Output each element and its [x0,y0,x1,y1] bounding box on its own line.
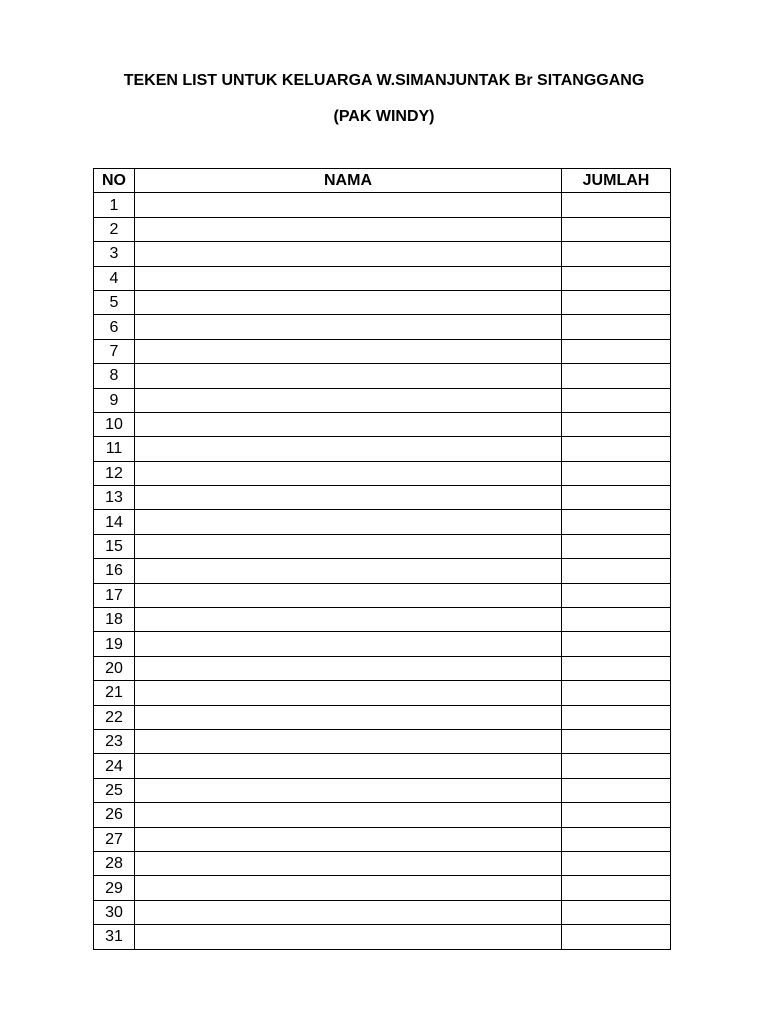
amount-cell[interactable] [562,364,671,388]
name-cell[interactable] [135,583,562,607]
row-number-cell: 6 [94,315,135,339]
name-cell[interactable] [135,705,562,729]
table-row [94,266,671,290]
row-number-cell: 17 [94,583,135,607]
table-row [94,437,671,461]
name-cell[interactable] [135,242,562,266]
row-number-cell: 27 [94,827,135,851]
amount-cell[interactable] [562,851,671,875]
name-cell[interactable] [135,437,562,461]
amount-cell[interactable] [562,705,671,729]
amount-cell[interactable] [562,461,671,485]
row-number-cell: 14 [94,510,135,534]
row-number-cell: 22 [94,705,135,729]
table-row [94,339,671,363]
table-row [94,364,671,388]
name-cell[interactable] [135,876,562,900]
table-row [94,778,671,802]
row-number-cell: 7 [94,339,135,363]
row-number-cell: 24 [94,754,135,778]
amount-cell[interactable] [562,925,671,949]
table-row [94,827,671,851]
amount-cell[interactable] [562,827,671,851]
name-cell[interactable] [135,193,562,217]
name-cell[interactable] [135,925,562,949]
column-header-jumlah: JUMLAH [562,169,671,193]
name-cell[interactable] [135,656,562,680]
row-number-cell: 29 [94,876,135,900]
table-row [94,388,671,412]
amount-cell[interactable] [562,510,671,534]
table-row [94,290,671,314]
document-subtitle: (PAK WINDY) [333,108,435,125]
row-number-cell: 1 [94,193,135,217]
row-number-cell: 26 [94,803,135,827]
row-number-cell: 21 [94,681,135,705]
row-number-cell: 3 [94,242,135,266]
amount-cell[interactable] [562,681,671,705]
table-body [94,193,671,949]
table-row [94,754,671,778]
amount-cell[interactable] [562,486,671,510]
table-row [94,242,671,266]
row-number-cell: 16 [94,559,135,583]
table-row [94,534,671,558]
name-cell[interactable] [135,412,562,436]
row-number-cell: 25 [94,778,135,802]
amount-cell[interactable] [562,778,671,802]
name-cell[interactable] [135,217,562,241]
row-number-cell: 18 [94,608,135,632]
amount-cell[interactable] [562,876,671,900]
amount-cell[interactable] [562,388,671,412]
column-header-nama: NAMA [135,169,562,193]
row-number-cell: 19 [94,632,135,656]
table-row [94,925,671,949]
name-cell[interactable] [135,559,562,583]
table-row [94,632,671,656]
row-number-cell: 11 [94,437,135,461]
row-number-cell: 2 [94,217,135,241]
table-row [94,412,671,436]
column-header-no: NO [94,169,135,193]
amount-cell[interactable] [562,217,671,241]
row-number-cell: 23 [94,729,135,753]
name-cell[interactable] [135,778,562,802]
table-row [94,705,671,729]
row-number-cell: 13 [94,486,135,510]
table-row [94,193,671,217]
table-row [94,583,671,607]
amount-cell[interactable] [562,900,671,924]
amount-cell[interactable] [562,242,671,266]
amount-cell[interactable] [562,729,671,753]
row-number-cell: 20 [94,656,135,680]
amount-cell[interactable] [562,559,671,583]
row-number-cell: 10 [94,412,135,436]
name-cell[interactable] [135,266,562,290]
name-cell[interactable] [135,315,562,339]
table-row [94,876,671,900]
amount-cell[interactable] [562,437,671,461]
name-cell[interactable] [135,486,562,510]
row-number-cell: 8 [94,364,135,388]
table-row [94,803,671,827]
amount-cell[interactable] [562,608,671,632]
amount-cell[interactable] [562,754,671,778]
table-row [94,851,671,875]
table-row [94,559,671,583]
amount-cell[interactable] [562,632,671,656]
name-cell[interactable] [135,461,562,485]
name-cell[interactable] [135,339,562,363]
amount-cell[interactable] [562,656,671,680]
amount-cell[interactable] [562,803,671,827]
name-cell[interactable] [135,290,562,314]
table-row [94,217,671,241]
amount-cell[interactable] [562,583,671,607]
amount-cell[interactable] [562,266,671,290]
amount-cell[interactable] [562,290,671,314]
amount-cell[interactable] [562,315,671,339]
table-row [94,486,671,510]
amount-cell[interactable] [562,339,671,363]
row-number-cell: 9 [94,388,135,412]
table-row [94,510,671,534]
row-number-cell: 4 [94,266,135,290]
name-cell[interactable] [135,827,562,851]
amount-cell[interactable] [562,412,671,436]
row-number-cell: 15 [94,534,135,558]
table-header-row [94,169,671,193]
document-title: TEKEN LIST UNTUK KELUARGA W.SIMANJUNTAK Br SITANGGANG [123,72,645,89]
name-cell[interactable] [135,681,562,705]
name-cell[interactable] [135,510,562,534]
table-row [94,656,671,680]
row-number-cell: 12 [94,461,135,485]
table-row [94,900,671,924]
name-cell[interactable] [135,534,562,558]
table-row [94,608,671,632]
name-cell[interactable] [135,851,562,875]
row-number-cell: 31 [94,925,135,949]
row-number-cell: 5 [94,290,135,314]
amount-cell[interactable] [562,193,671,217]
sign-table [93,168,671,950]
name-cell[interactable] [135,900,562,924]
row-number-cell: 30 [94,900,135,924]
name-cell[interactable] [135,803,562,827]
name-cell[interactable] [135,754,562,778]
name-cell[interactable] [135,608,562,632]
table-row [94,681,671,705]
amount-cell[interactable] [562,534,671,558]
name-cell[interactable] [135,388,562,412]
name-cell[interactable] [135,729,562,753]
name-cell[interactable] [135,632,562,656]
table-row [94,461,671,485]
table-row [94,315,671,339]
row-number-cell: 28 [94,851,135,875]
table-row [94,729,671,753]
name-cell[interactable] [135,364,562,388]
